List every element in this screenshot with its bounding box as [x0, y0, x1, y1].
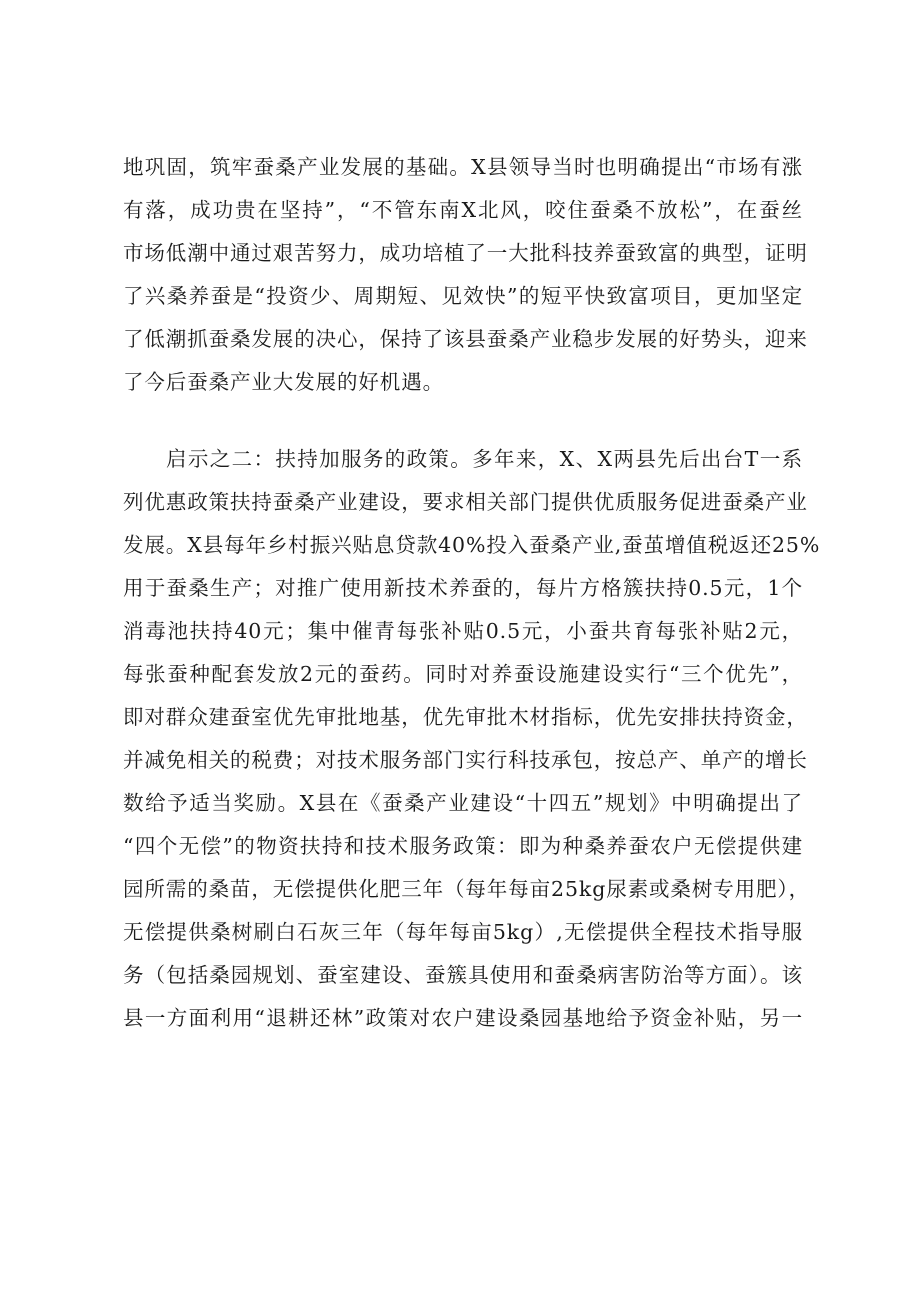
text-line-6: 了今后蚕桑产业大发展的好机遇。 — [123, 370, 444, 394]
text-line-10: 用于蚕桑生产；对推广使用新技术养蚕的，每片方格簇扶持0.5元，1个 — [123, 576, 803, 600]
text-line-19: 务（包括桑园规划、蚕室建设、蚕簇具使用和蚕桑病害防治等方面）。该 — [123, 963, 803, 987]
text-line-5: 了低潮抓蚕桑发展的决心，保持了该县蚕桑产业稳步发展的好势头，迎来 — [123, 327, 808, 351]
text-line-3: 市场低潮中通过艰苦努力，成功培植了一大批科技养蚕致富的典型，证明 — [123, 241, 808, 265]
text-line-8: 列优惠政策扶持蚕桑产业建设，要求相关部门提供优质服务促进蚕桑产业 — [123, 490, 808, 514]
text-line-7: 启示之二：扶持加服务的政策。多年来，X、X两县先后出台T一系 — [166, 447, 803, 471]
text-line-12: 每张蚕种配套发放2元的蚕药。同时对养蚕设施建设实行“三个优先”， — [123, 662, 803, 686]
text-line-16: “四个无偿”的物资扶持和技术服务政策：即为种桑养蚕农户无偿提供建 — [123, 834, 803, 858]
text-line-2: 有落，成功贵在坚持”，“不管东南X北风，咬住蚕桑不放松”，在蚕丝 — [123, 198, 803, 222]
text-line-4: 了兴桑养蚕是“投资少、周期短、见效快”的短平快致富项目，更加坚定 — [123, 284, 803, 308]
text-line-14: 并减免相关的税费；对技术服务部门实行科技承包，按总产、单产的增长 — [123, 748, 808, 772]
text-line-13: 即对群众建蚕室优先审批地基，优先审批木材指标，优先安排扶持资金， — [123, 705, 808, 729]
text-line-17: 园所需的桑苗，无偿提供化肥三年（每年每亩25kg尿素或桑树专用肥）， — [123, 877, 810, 901]
text-line-1: 地巩固，筑牢蚕桑产业发展的基础。X县领导当时也明确提出“市场有涨 — [123, 155, 803, 179]
text-line-18: 无偿提供桑树刷白石灰三年（每年每亩5kg）,无偿提供全程技术指导服 — [123, 920, 803, 944]
text-line-11: 消毒池扶持40元；集中催青每张补贴0.5元，小蚕共育每张补贴2元， — [123, 619, 803, 643]
text-line-15: 数给予适当奖励。X县在《蚕桑产业建设“十四五”规划》中明确提出了 — [123, 791, 803, 815]
text-line-9: 发展。X县每年乡村振兴贴息贷款40%投入蚕桑产业,蚕茧增值税返还25% — [123, 533, 821, 557]
text-line-20: 县一方面利用“退耕还林”政策对农户建设桑园基地给予资金补贴，另一 — [123, 1006, 803, 1030]
